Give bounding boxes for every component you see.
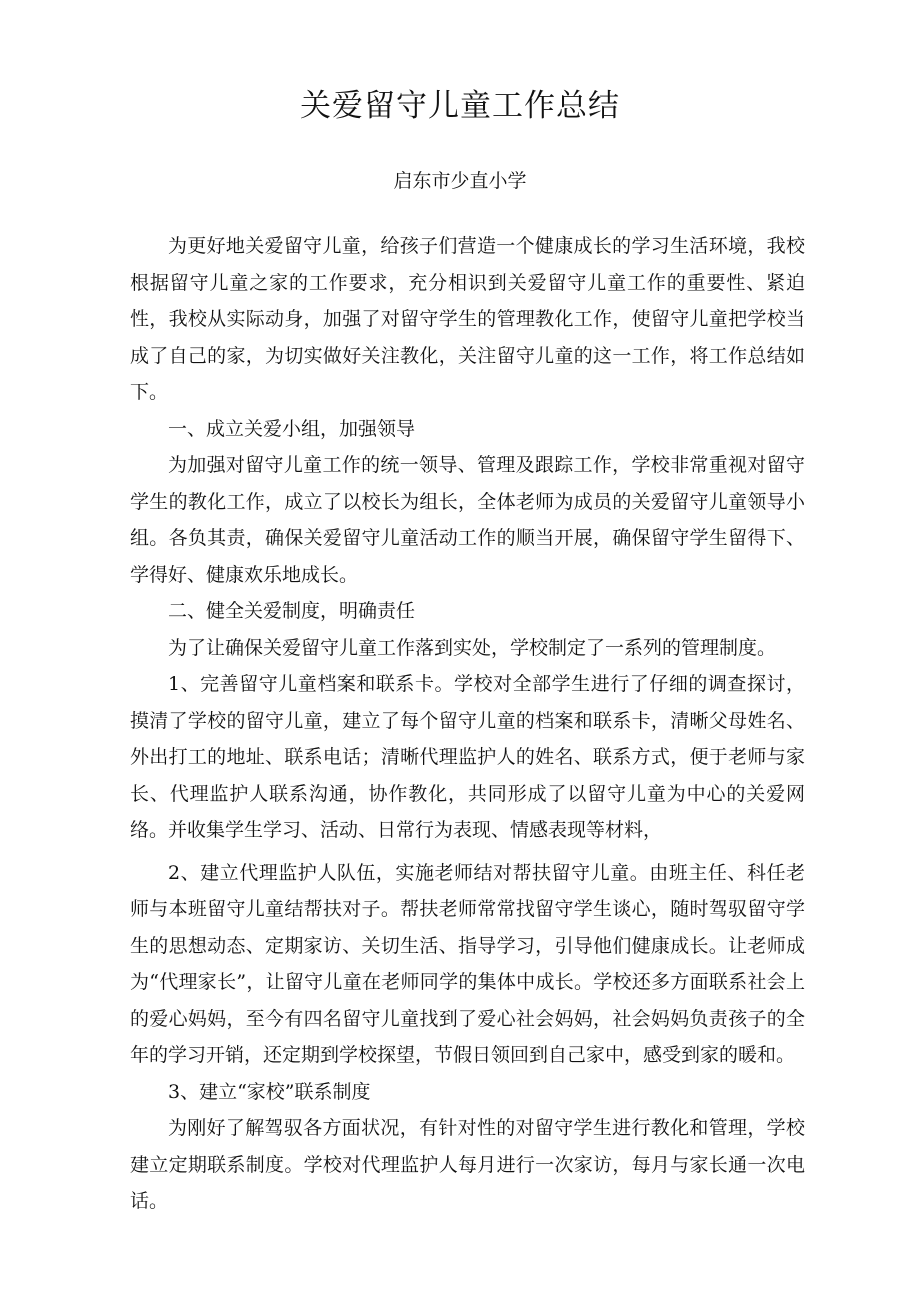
paragraph-section-2-intro: 为了让确保关爱留守儿童工作落到实处，学校制定了一系列的管理制度。 [168,636,777,659]
paragraph-intro: 为更好地关爱留守儿童，给孩子们营造一个健康成长的学习生活环境，我校根据留守儿童之家的工作要求，充分相识到关爱留守儿童工作的重要性、紧迫性，我校从实际动身，加强了对留守学生的管理教化工作，使留守儿童把学校当成了自己的家，为切实做好关注教化，关注留守儿童的这一工作，将工作总结如下。 [130,235,805,403]
subheading-item-3: 3、建立“家校”联系制度 [168,1080,371,1103]
paragraph-item-1: 1、完善留守儿童档案和联系卡。学校对全部学生进行了仔细的调查探讨，摸清了学校的留守儿童，建立了每个留守儿童的档案和联系卡，清晰父母姓名、外出打工的地址、联系电话；清晰代理监护人的姓名、联系方式，便于老师与家长、代理监护人联系沟通，协作教化，共同形成了以留守儿童为中心的关爱网络。并收集学生学习、活动、日常行为表现、情感表现等材料， [130,673,805,841]
paragraph-item-3: 为刚好了解驾驭各方面状况，有针对性的对留守学生进行教化和管理，学校建立定期联系制度。学校对代理监护人每月进行一次家访，每月与家长通一次电话。 [130,1117,805,1212]
document-author: 启东市少直小学 [393,170,527,192]
paragraph-item-2: 2、建立代理监护人队伍，实施老师结对帮扶留守儿童。由班主任、科任老师与本班留守儿童结帮扶对子。帮扶老师常常找留守学生谈心，随时驾驭留守学生的思想动态、定期家访、关切生活、指导学习，引导他们健康成长。让老师成为“代理家长”，让留守儿童在老师同学的集体中成长。学校还多方面联系社会上的爱心妈妈，至今有四名留守儿童找到了爱心社会妈妈，社会妈妈负责孩子的全年的学习开销，还定期到学校探望，节假日领回到自己家中，感受到家的暖和。 [130,861,805,1066]
paragraph-section-1: 为加强对留守儿童工作的统一领导、管理及跟踪工作，学校非常重视对留守学生的教化工作，成立了以校长为组长，全体老师为成员的关爱留守儿童领导小组。各负其责，确保关爱留守儿童活动工作的顺当开展，确保留守学生留得下、学得好、健康欢乐地成长。 [130,454,805,586]
document-title: 关爱留守儿童工作总结 [300,88,620,124]
section-heading-1: 一、成立关爱小组，加强领导 [168,417,416,440]
section-heading-2: 二、健全关爱制度，明确责任 [168,600,416,622]
document-body [130,228,805,1220]
